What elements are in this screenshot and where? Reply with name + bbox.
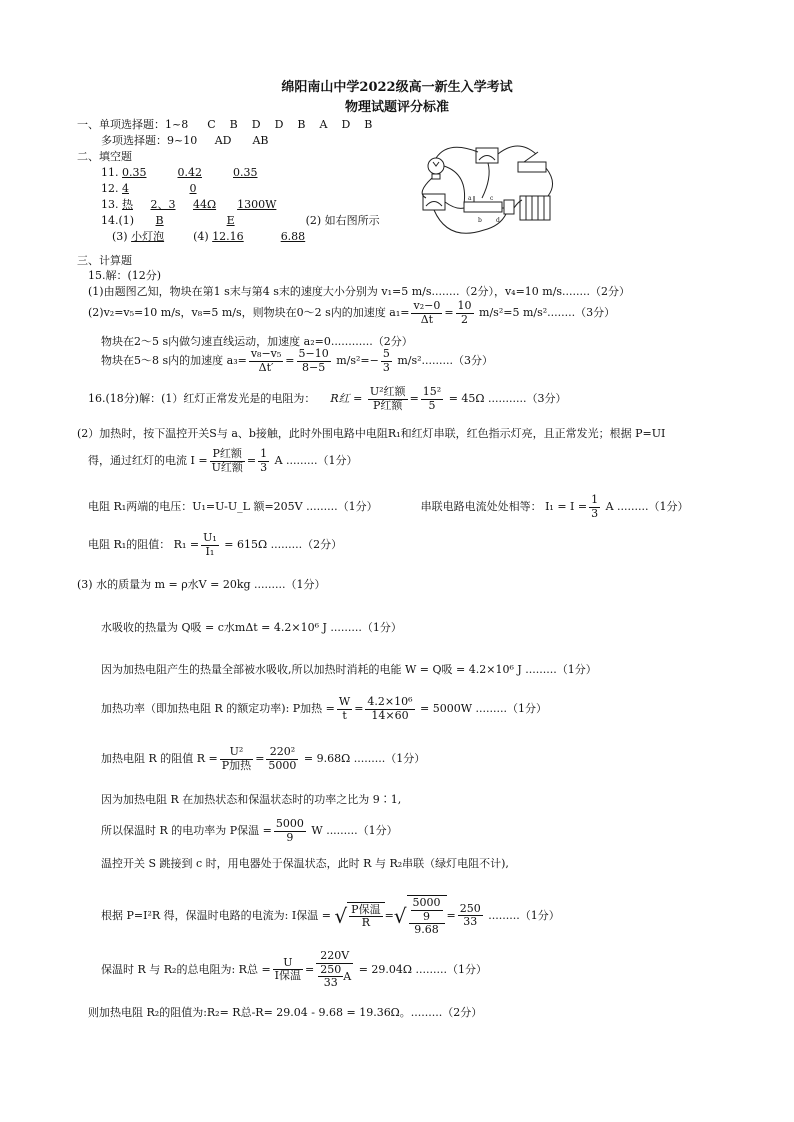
fraction: $\frac{U}{\text{I保温}}$ (274, 955, 302, 983)
terminal-label-b: b (478, 217, 482, 224)
text: 得，通过红灯的电流 I = (88, 454, 208, 468)
multi-choice-label: 多项选择题：9~10 (101, 134, 198, 147)
text: 电阻 R₁的阻值： R₁ = (88, 538, 200, 552)
text: 物块在5～8 s内的加速度 a₃= (101, 354, 247, 368)
text: W .........（1分） (311, 824, 398, 838)
q16-line-14: 根据 P=I²R 得，保温时电路的电流为: I保温 = √ $\frac{\text{P保温}}{R}$ =√ $\frac{\frac{5000}{9}}{9.68}$ = $\frac{250}{33}$ .........（1分） (101, 896, 560, 937)
q16-line-5 (88, 532, 342, 558)
single-answer: D (341, 118, 351, 131)
fraction: $\frac{1}{3}$ (260, 447, 268, 474)
text: .........（1分） (488, 908, 560, 922)
single-answer: B (229, 118, 238, 131)
q16-line-1: 16.(18分)解：(1）红灯正常发光是的电阻为： R红 = $\frac{\text{U²红额}}{\text{P红额}}$ = $\frac{\text{15²}}{5}$ = 45Ω ...........（3分） (88, 385, 567, 412)
multi-answer: AD (214, 134, 232, 147)
q12-row (101, 182, 211, 195)
q13-row (101, 198, 276, 211)
answer-blank: 12.16 (212, 230, 244, 243)
single-answer: B (364, 118, 373, 131)
single-answer: D (251, 118, 261, 131)
section-3-heading: 三、计算题 (77, 254, 132, 267)
q-num: 12. (101, 182, 119, 195)
multi-answer: AB (252, 134, 269, 147)
q16-line-2: (2）加热时，按下温控开关S与 a、b接触，此时外围电路中电阻R₁和红灯串联，红色指示灯亮，且正常发光；根据 P=UI (77, 427, 666, 440)
answer-blank: 热 (122, 198, 133, 211)
answer-blank: 0.42 (177, 166, 202, 179)
q15-line-2: (2)v₂=v₅=10 m/s，v₈=5 m/s，则物块在0～2 s内的加速度 a₁= $\frac{\text{v₂−0}}{\Delta t}$ = $\frac{10}{2}$ m/s²=5 m/s²........（3分） (88, 299, 616, 326)
fraction: $\frac{\text{4.2×10⁶}}{14\times 60}$ (367, 695, 413, 722)
single-answer: B (297, 118, 306, 131)
text: A .........（1分） (605, 500, 689, 514)
terminal-label-c: c (490, 195, 494, 202)
nested-fraction: 220V $\frac{250}{33}$ A (316, 950, 353, 990)
q16-line-15: 保温时 R 与 R₂的总电阻为: R总 = $\frac{U}{\text{I保温}}$ = 220V $\frac{250}{33}$ A = 29.04Ω .........（1分） (101, 949, 487, 990)
text: 16.(18分)解：(1）红灯正常发光是的电阻为： (88, 392, 316, 406)
text: 加热功率（即加热电阻 R 的额定功率): P加热 = (101, 702, 335, 716)
answer-blank: 0.35 (233, 166, 258, 179)
fraction: $\frac{5}{3}$ (382, 347, 390, 374)
q-num: 13. (101, 198, 119, 211)
text: = 9.68Ω .........（1分） (303, 752, 426, 766)
answer-blank: E (226, 214, 235, 227)
fraction: $\frac{\text{220²}}{5000}$ (268, 745, 297, 772)
q16-line-13: 温控开关 S 跳接到 c 时，用电器处于保温状态，此时 R 与 R₂串联（绿灯电阻不计), (101, 857, 509, 870)
sqrt-icon: √ (393, 903, 407, 928)
q16-line-4 (88, 494, 689, 520)
fraction: $\frac{\text{U²红额}}{\text{P红额}}$ (369, 385, 406, 412)
fraction: $\frac{5-10}{8-5}$ (298, 347, 329, 374)
answer-blank: 6.88 (280, 230, 306, 243)
fraction: $\frac{\text{v₈−v₅}}{\Delta t'}$ (250, 347, 282, 374)
fraction: $\frac{\text{15²}}{5}$ (422, 385, 442, 412)
q15-line-1: (1)由题图乙知，物块在第1 s末与第4 s末的速度大小分别为 v₁=5 m/s........（2分），v₄=10 m/s........（2分） (88, 285, 631, 298)
nested-fraction: $\frac{\frac{5000}{9}}{9.68}$ (409, 897, 445, 937)
fraction: $\frac{250}{33}$ (459, 901, 481, 929)
answer-blank: 44Ω (192, 198, 217, 211)
q-num: (3) (112, 230, 128, 243)
answer-blank: B (155, 214, 164, 227)
circuit-diagram-figure (408, 138, 558, 242)
text: = 615Ω .........（2分） (224, 538, 343, 552)
answer-blank: 0 (189, 182, 197, 195)
fraction: $\frac{\text{U₁}}{\text{I₁}}$ (203, 531, 217, 558)
single-answer: C (207, 118, 216, 131)
text: A .........（1分） (274, 454, 358, 468)
answer-blank: 1300W (237, 198, 277, 211)
text: 根据 P=I²R 得，保温时电路的电流为: I保温 = (101, 908, 331, 922)
fraction: $\frac{\text{P保温}}{R}$ (351, 902, 381, 930)
exam-title: 绵阳南山中学2022级高一新生入学考试 (281, 80, 513, 95)
fraction: $\frac{\text{v₂−0}}{\Delta t}$ (413, 299, 441, 326)
q16-line-12 (101, 818, 398, 844)
answer-blank: 小灯泡 (131, 230, 165, 243)
q16-line-16: 则加热电阻 R₂的阻值为:R₂= R总-R= 29.04 - 9.68 = 19.36Ω。.........（2分） (88, 1006, 483, 1019)
q-num: (4) (193, 230, 209, 243)
fraction: $\frac{1}{3}$ (591, 493, 599, 520)
q16-line-9: 加热功率（即加热电阻 R 的额定功率): P加热 = $\frac{W}{t}$ = $\frac{\text{4.2×10⁶}}{14\times 60}$ = 5000W .........（1分） (101, 695, 548, 722)
q-num: 14.(1) (101, 214, 135, 227)
q15-line-3: 物块在2～5 s内做匀速直线运动，加速度 a₂=0............（2分） (101, 335, 413, 348)
exam-subtitle: 物理试题评分标准 (344, 100, 449, 115)
text: = 29.04Ω .........（1分） (358, 962, 487, 976)
q16-line-3: 得，通过红灯的电流 I = $\frac{\text{P红额}}{\text{U红额}}$ = $\frac{1}{3}$ A .........（1分） (88, 447, 358, 474)
q-num: 11. (101, 166, 119, 179)
q15-heading: 15.解：(12分) (88, 269, 162, 282)
single-choice-label: 一、单项选择题：1~8 (77, 118, 189, 131)
single-answer: D (274, 118, 284, 131)
math: R红 = (330, 392, 363, 406)
fraction: $\frac{10}{2}$ (457, 299, 472, 326)
q16-line-7: 水吸收的热量为 Q吸 = c水mΔt = 4.2×10⁶ J .........（1分） (101, 621, 402, 634)
q14-part2: (2) 如右图所示 (305, 214, 380, 227)
fraction: $\frac{5000}{9}$ (275, 817, 304, 844)
text: 加热电阻 R 的阻值 R = (101, 752, 218, 766)
answer-blank: 0.35 (122, 166, 147, 179)
text: 串联电路电流处处相等： I₁ = I = (420, 500, 588, 514)
q16-line-10: 加热电阻 R 的阻值 R = $\frac{\text{U²}}{\text{P加热}}$ = $\frac{\text{220²}}{5000}$ = 9.68Ω .........（1分） (101, 745, 426, 772)
q16-line-8: 因为加热电阻产生的热量全部被水吸收,所以加热时消耗的电能 W = Q吸 = 4.2×10⁶ J .........（1分） (101, 663, 597, 676)
q16-line-6: (3) 水的质量为 m = ρ水V = 20kg .........（1分） (77, 578, 326, 591)
text: 保温时 R 与 R₂的总电阻为: R总 = (101, 962, 271, 976)
text: = 5000W .........（1分） (420, 702, 548, 716)
q11-row (101, 166, 258, 179)
text: m/s²=5 m/s²........（3分） (479, 306, 616, 320)
fraction: $\frac{\text{U²}}{\text{P加热}}$ (221, 745, 252, 772)
answer-blank: 4 (122, 182, 129, 195)
single-answer: A (319, 118, 328, 131)
section-1-heading (77, 118, 372, 131)
q15-line-4: 物块在5～8 s内的加速度 a₃= $\frac{\text{v₈−v₅}}{\Delta t'}$ = $\frac{5-10}{8-5}$ m/s²=− $\frac{5}{3}$ m/s².........（3分） (101, 347, 494, 374)
text: m/s².........（3分） (397, 354, 494, 368)
multi-choice-row (101, 134, 268, 147)
fraction: $\frac{\text{P红额}}{\text{U红额}}$ (211, 447, 243, 474)
text: = 45Ω ...........（3分） (448, 392, 567, 406)
q14-row-2 (112, 230, 305, 243)
q14-row-1 (101, 214, 380, 227)
text: (2)v₂=v₅=10 m/s，v₈=5 m/s，则物块在0～2 s内的加速度 a₁= (88, 306, 410, 320)
answer-blank: 2、3 (150, 198, 176, 211)
terminal-label-d: d (496, 217, 500, 224)
text: 所以保温时 R 的电功率为 P保温 = (101, 824, 272, 838)
sqrt-icon: √ (334, 903, 348, 928)
section-2-heading: 二、填空题 (77, 150, 132, 163)
text: m/s²=− (336, 354, 379, 368)
text: 电阻 R₁两端的电压：U₁=U-U_L 额=205V .........（1分） (88, 500, 378, 514)
q16-line-11: 因为加热电阻 R 在加热状态和保温状态时的功率之比为 9∶1, (101, 793, 402, 806)
terminal-label-a: a (468, 195, 472, 202)
fraction: $\frac{W}{t}$ (338, 695, 351, 722)
